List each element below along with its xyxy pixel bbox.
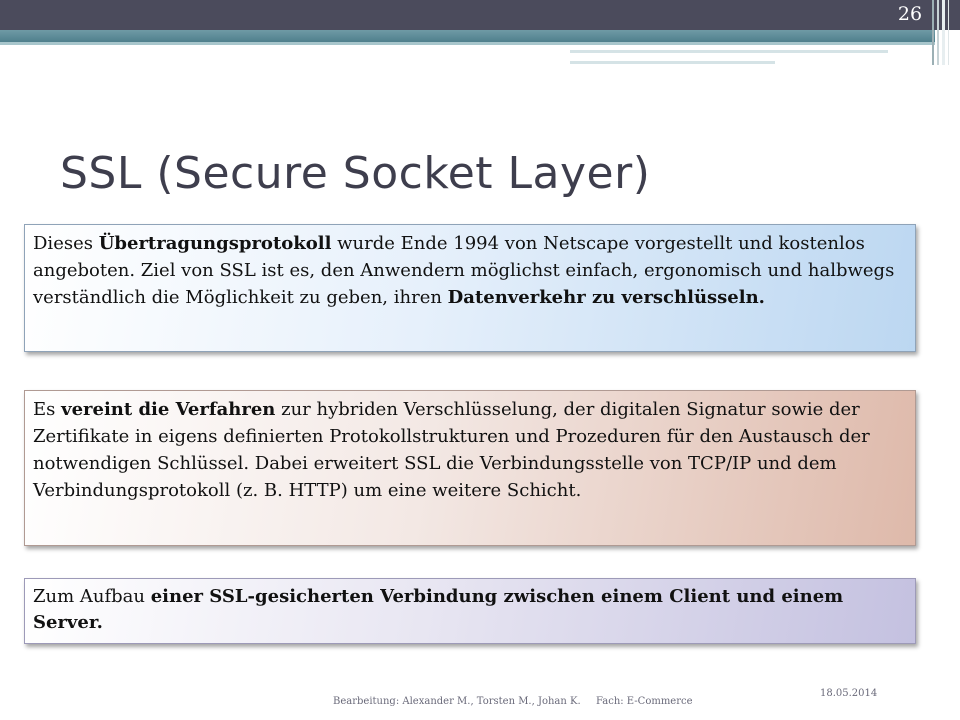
footer-author: Bearbeitung: Alexander M., Torsten M., Johan K. [333, 696, 581, 707]
header-right-stripe [932, 0, 934, 65]
header-band [0, 0, 960, 30]
textbox-protocol-intro[interactable] [24, 224, 916, 352]
slide-number: 26 [897, 3, 923, 25]
header-right-stripe [942, 0, 945, 65]
header-accent-underline [0, 42, 935, 45]
text-segment: Es [33, 399, 62, 420]
bold-segment: Übertragungsprotokoll [98, 233, 332, 254]
header-right-stripe [948, 0, 949, 65]
bold-segment: vereint die Verfahren [61, 399, 276, 420]
bold-segment: Datenverkehr zu verschlüsseln. [447, 287, 765, 308]
text-segment: Zum Aufbau [33, 586, 151, 607]
header-decor-line-short [570, 61, 775, 64]
bold-segment: einer SSL-gesicherten Verbindung zwischen einem Client und einem Server. [33, 586, 844, 634]
footer-date: 18.05.2014 [820, 688, 878, 699]
text-segment: Dieses [33, 233, 99, 254]
textbox-connection[interactable] [24, 578, 916, 644]
header-decor-line [570, 50, 888, 53]
header-right-stripe [937, 0, 939, 65]
textbox-methods[interactable] [24, 390, 916, 546]
slide-title: SSL (Secure Socket Layer) [60, 148, 651, 199]
footer-subject: Fach: E-Commerce [596, 696, 693, 707]
text-segment: zur hybriden Verschlüsselung, der digitalen Signatur sowie der Zertifikate in eigens definierten Protokollstrukturen und Prozeduren für den Austausch der notwendigen Schlüssel. Dabei erweitert SSL die Verbindungsstelle von TCP/IP und dem Verbindungsprotokoll (z. B. HTTP) um eine weitere Schicht. [33, 399, 870, 501]
text-segment: wurde Ende 1994 von Netscape vorgestellt und kostenlos angeboten. Ziel von SSL ist es, den Anwendern möglichst einfach, ergonomisch und halbwegs verständlich die Möglichkeit zu geben, ihren [33, 233, 895, 308]
header-accent-bar [0, 30, 935, 42]
